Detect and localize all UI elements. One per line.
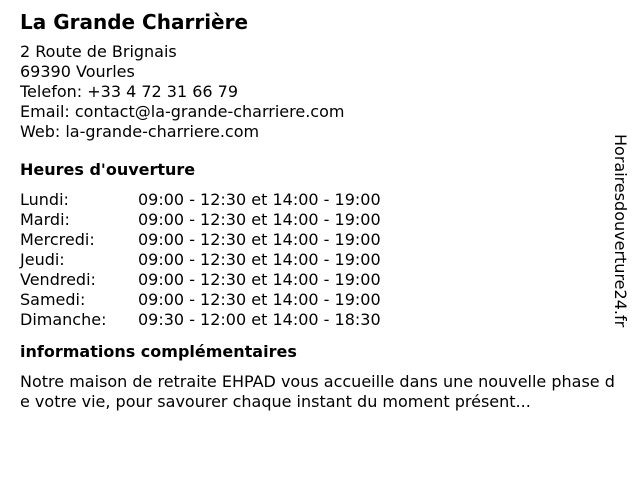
opening-hours-heading: Heures d'ouverture [20, 160, 196, 179]
web-line: Web: la-grande-charriere.com [20, 122, 260, 141]
hours-time: 09:00 - 12:30 et 14:00 - 19:00 [138, 270, 381, 289]
hours-row-monday [20, 190, 610, 210]
address-line-city: 69390 Vourles [20, 62, 135, 81]
business-card [20, 8, 615, 412]
address-line-street: 2 Route de Brignais [20, 42, 177, 61]
hours-day: Jeudi: [20, 250, 65, 269]
hours-day: Samedi: [20, 290, 86, 309]
hours-day: Lundi: [20, 190, 69, 209]
hours-row-thursday [20, 250, 610, 270]
hours-time: 09:00 - 12:30 et 14:00 - 19:00 [138, 210, 381, 229]
hours-row-tuesday [20, 210, 610, 230]
hours-time: 09:00 - 12:30 et 14:00 - 19:00 [138, 190, 381, 209]
description-text: Notre maison de retraite EHPAD vous accueille dans une nouvelle phase de votre vie, pour savourer chaque instant du moment présent... [20, 372, 615, 411]
hours-time: 09:00 - 12:30 et 14:00 - 19:00 [138, 230, 381, 249]
hours-day: Vendredi: [20, 270, 96, 289]
site-watermark: Horairesdouverture24.fr [611, 134, 630, 328]
additional-info-heading: informations complémentaires [20, 342, 297, 361]
hours-day: Dimanche: [20, 310, 107, 329]
hours-row-sunday [20, 310, 610, 330]
hours-day: Mercredi: [20, 230, 95, 249]
hours-time: 09:00 - 12:30 et 14:00 - 19:00 [138, 290, 381, 309]
hours-row-friday [20, 270, 610, 290]
email-line: Email: contact@la-grande-charriere.com [20, 102, 345, 121]
hours-day: Mardi: [20, 210, 70, 229]
business-name: La Grande Charrière [20, 10, 249, 34]
hours-time: 09:00 - 12:30 et 14:00 - 19:00 [138, 250, 381, 269]
hours-row-wednesday [20, 230, 610, 250]
hours-time: 09:30 - 12:00 et 14:00 - 18:30 [138, 310, 381, 329]
phone-line: Telefon: +33 4 72 31 66 79 [20, 82, 239, 101]
hours-row-saturday [20, 290, 610, 310]
opening-hours-table [20, 190, 610, 330]
